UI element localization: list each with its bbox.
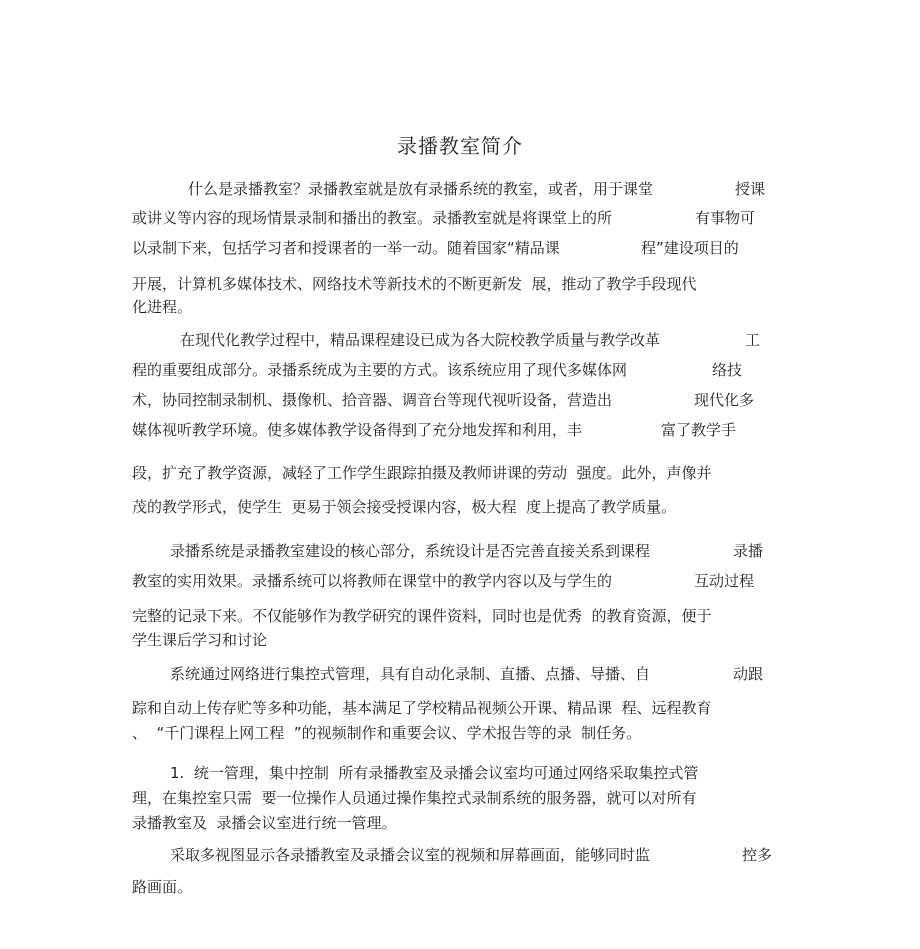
text-line: 术，协同控制录制机、摄像机、拾音器、调音台等现代视听设备，营造出	[132, 391, 613, 409]
text-line: 程”建设项目的	[641, 239, 739, 257]
text-line: 教室的实用效果。录播系统可以将教师在课堂中的教学内容以及与学生的	[132, 572, 613, 590]
text-line: 茂的教学形式，使学生 更易于领会接受授课内容，极大程 度上提高了教学质量。	[132, 498, 677, 516]
text-line: 有事物可	[695, 209, 756, 227]
text-line: 采取多视图显示各录播教室及录播会议室的视频和屏幕画面，能够同时监	[170, 846, 651, 864]
text-line: 在现代化教学过程中，精品课程建设已成为各大院校教学质量与教学改革	[180, 331, 661, 349]
text-line: 工	[745, 331, 761, 349]
text-line: 互动过程	[694, 572, 755, 590]
text-line: 授课	[735, 180, 766, 198]
text-line: 1. 统一管理，集中控制 所有录播教室及录播会议室均可通过网络采取集控式管	[170, 764, 699, 782]
text-line: 学生课后学习和讨论	[132, 631, 268, 649]
text-line: 录播教室及 录播会议室进行统一管理。	[132, 814, 397, 832]
text-line: 控多	[742, 846, 773, 864]
text-line: 以录制下来，包括学习者和授课者的一举一动。随着国家“精品课	[132, 239, 560, 257]
text-line: 踪和自动上传存贮等多种功能，基本满足了学校精品视频公开课、精品课 程、远程教育	[132, 699, 712, 717]
text-line: 或讲义等内容的现场情景录制和播出的教室。录播教室就是将课堂上的所	[132, 209, 613, 227]
text-line: 录播	[733, 542, 764, 560]
text-line: 络技	[712, 361, 743, 379]
text-line: 段，扩充了教学资源，减轻了工作学生跟踪拍摄及教师讲课的劳动 强度。此外，声像并	[132, 464, 712, 482]
text-line: 富了教学手	[661, 421, 737, 439]
text-line: 、 “千门课程上网工程 ”的视频制作和重要会议、学术报告等的录 制任务。	[132, 724, 642, 742]
text-line: 完整的记录下来。不仅能够作为教学研究的课件资料，同时也是优秀 的教育资源，便于	[132, 607, 712, 625]
text-line: 动跟	[733, 665, 764, 683]
text-line: 理，在集控室只需 要一位操作人员通过操作集控式录制系统的服务器，就可以对所有	[132, 789, 697, 807]
text-line: 化进程。	[132, 298, 193, 316]
text-line: 系统通过网络进行集控式管理，具有自动化录制、直播、点播、导播、自	[170, 665, 651, 683]
text-line: 现代化多	[694, 391, 755, 409]
text-line: 媒体视听教学环境。使多媒体教学设备得到了充分地发挥和利用，丰	[132, 421, 583, 439]
text-line: 开展，计算机多媒体技术、网络技术等新技术的不断更新发 展，推动了教学手段现代	[132, 275, 697, 293]
text-line: 什么是录播教室？录播教室就是放有录播系统的教室，或者，用于课堂	[188, 180, 654, 198]
text-line: 程的重要组成部分。录播系统成为主要的方式。该系统应用了现代多媒体网	[132, 361, 628, 379]
text-line: 路画面。	[132, 878, 193, 896]
text-line: 录播系统是录播教室建设的核心部分，系统设计是否完善直接关系到课程	[170, 542, 651, 560]
document-title: 录播教室简介	[397, 134, 523, 158]
